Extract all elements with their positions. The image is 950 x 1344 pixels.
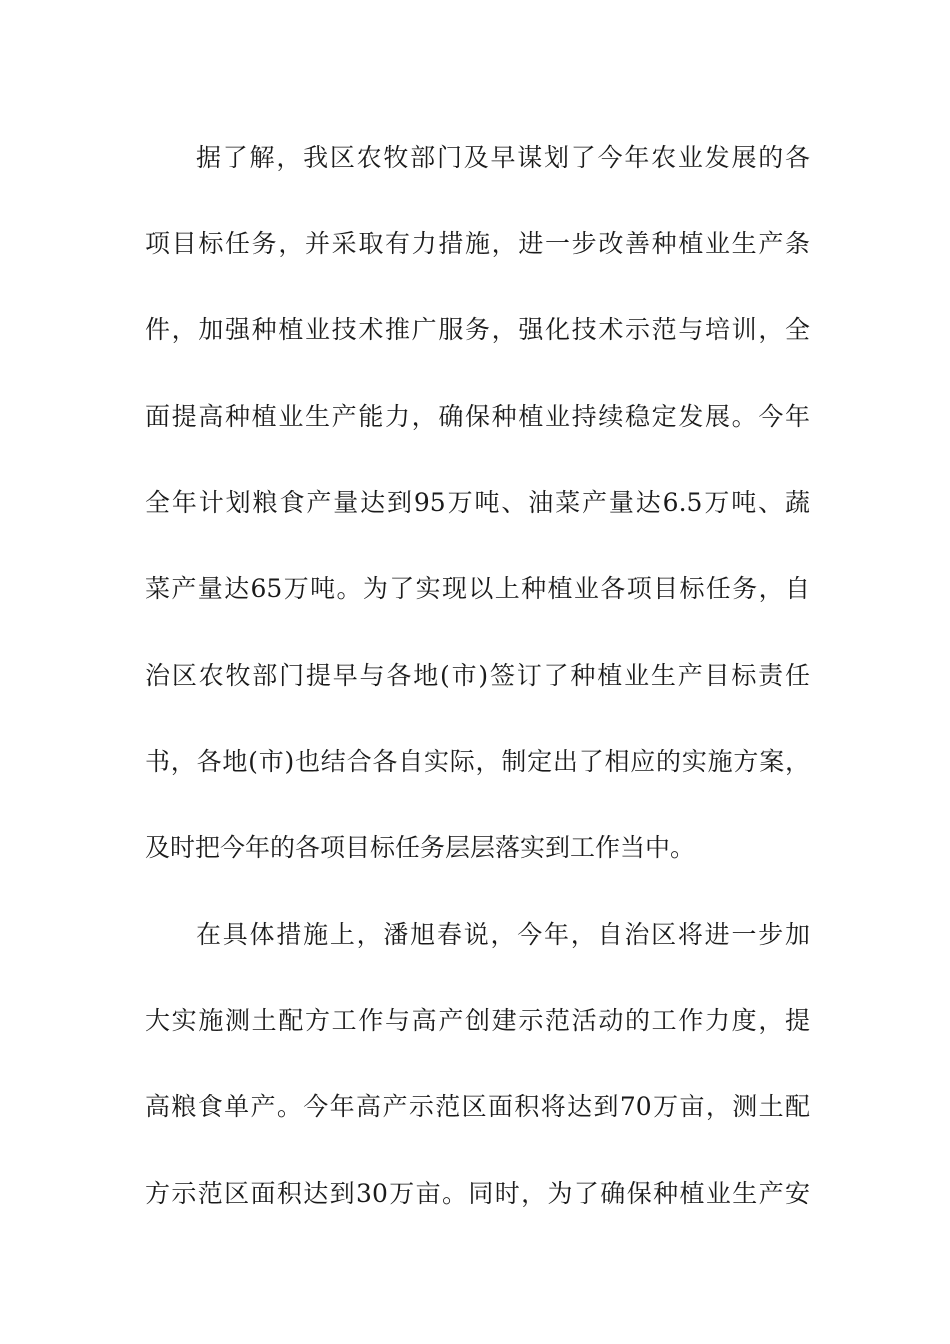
paragraph-1-line-9: 及时把今年的各项目标任务层层落实到工作当中。 xyxy=(145,833,696,862)
paragraph-1-line-1: 据了解，我区农牧部门及早谋划了今年农业发展的各 xyxy=(196,143,810,172)
paragraph-1-line-2: 项目标任务，并采取有力措施，进一步改善种植业生产条 xyxy=(145,229,810,258)
paragraph-2-line-1: 在具体措施上，潘旭春说，今年，自治区将进一步加 xyxy=(196,920,810,949)
paragraph-2-line-2: 大实施测土配方工作与高产创建示范活动的工作力度，提 xyxy=(145,1006,810,1035)
paragraph-1-line-7: 治区农牧部门提早与各地(市)签订了种植业生产目标责任 xyxy=(145,661,810,690)
paragraph-2-line-4: 方示范区面积达到30万亩。同时，为了确保种植业生产安 xyxy=(145,1179,810,1208)
paragraph-1-line-6: 菜产量达65万吨。为了实现以上种植业各项目标任务，自 xyxy=(145,574,810,603)
paragraph-1-line-5: 全年计划粮食产量达到95万吨、油菜产量达6.5万吨、蔬 xyxy=(145,488,810,517)
paragraph-1-line-3: 件，加强种植业技术推广服务，强化技术示范与培训，全 xyxy=(145,315,810,344)
paragraph-1-line-4: 面提高种植业生产能力，确保种植业持续稳定发展。今年 xyxy=(145,402,810,431)
paragraph-2-line-3: 高粮食单产。今年高产示范区面积将达到70万亩，测土配 xyxy=(145,1092,810,1121)
paragraph-1-line-8: 书，各地(市)也结合各自实际，制定出了相应的实施方案， xyxy=(145,747,810,776)
